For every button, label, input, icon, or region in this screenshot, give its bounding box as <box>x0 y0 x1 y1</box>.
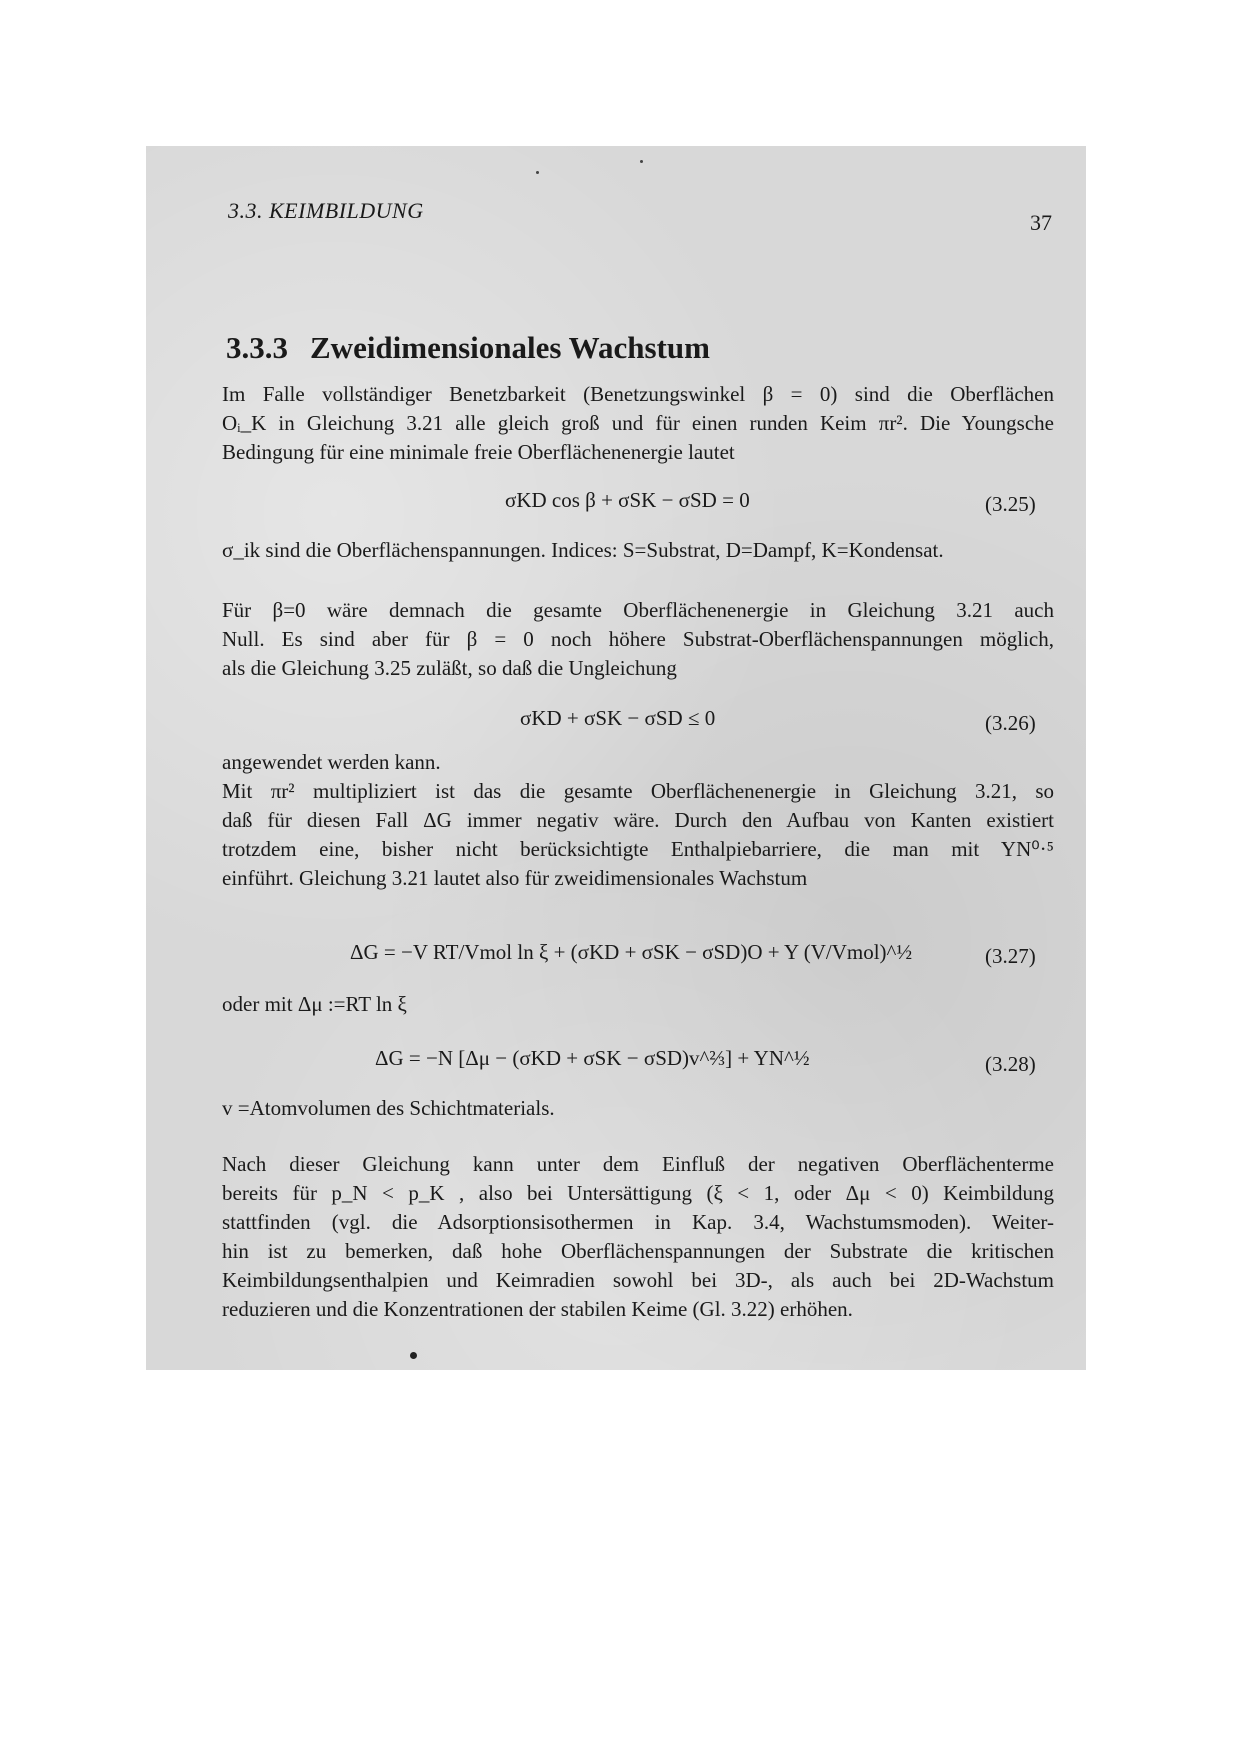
paragraph-7 <box>222 1150 1054 1324</box>
paragraph-line: Bedingung für eine minimale freie Oberflächenenergie lautet <box>222 440 735 464</box>
equation-3-27: ΔG = −V RT/Vmol ln ξ + (σKD + σSK − σSD)O + Y (V/Vmol)^½ <box>350 940 913 964</box>
paragraph-line: einführt. Gleichung 3.21 lautet also für zweidimensionales Wachstum <box>222 866 808 890</box>
equation-3-25: σKD cos β + σSK − σSD = 0 <box>505 488 750 512</box>
equation-3-28: ΔG = −N [Δμ − (σKD + σSK − σSD)v^⅔] + YN^½ <box>375 1046 810 1070</box>
equation-3-26: σKD + σSK − σSD ≤ 0 <box>520 706 716 730</box>
section-title: Zweidimensionales Wachstum <box>310 330 710 365</box>
paragraph-line: σ_ik sind die Oberflächenspannungen. Indices: S=Substrat, D=Dampf, K=Kondensat. <box>222 538 944 562</box>
paragraph-line: reduzieren und die Konzentrationen der stabilen Keime (Gl. 3.22) erhöhen. <box>222 1297 853 1321</box>
paragraph-line: hin ist zu bemerken, daß hohe Oberflächenspannungen der Substrate die kritischen <box>222 1239 1054 1263</box>
paragraph-line: daß für diesen Fall ΔG immer negativ wäre. Durch den Aufbau von Kanten existiert <box>222 808 1054 832</box>
running-head: 3.3. KEIMBILDUNG <box>228 198 424 223</box>
paragraph-6 <box>222 1094 1054 1123</box>
paragraph-line: Nach dieser Gleichung kann unter dem Einfluß der negativen Oberflächenterme <box>222 1152 1054 1176</box>
paragraph-4 <box>222 748 1054 893</box>
paragraph-line: bereits für p_N < p_K , also bei Untersättigung (ξ < 1, oder Δμ < 0) Keimbildung <box>222 1181 1054 1205</box>
scan-artifact-dot <box>410 1352 417 1359</box>
scan-artifact-speck <box>536 171 539 174</box>
equation-number-3-28: (3.28) <box>985 1052 1036 1076</box>
paragraph-5 <box>222 990 1054 1019</box>
section-number: 3.3.3 <box>226 330 288 365</box>
page-number: 37 <box>1030 210 1052 235</box>
equation-number-3-25: (3.25) <box>985 492 1036 516</box>
paragraph-line: v =Atomvolumen des Schichtmaterials. <box>222 1096 555 1120</box>
equation-number-3-26: (3.26) <box>985 711 1036 735</box>
paragraph-line: stattfinden (vgl. die Adsorptionsisothermen in Kap. 3.4, Wachstumsmoden). Weiter- <box>222 1210 1054 1234</box>
paragraph-line: angewendet werden kann. <box>222 750 441 774</box>
equation-number-3-27: (3.27) <box>985 944 1036 968</box>
section-heading <box>226 330 710 366</box>
paragraph-line: Keimbildungsenthalpien und Keimradien sowohl bei 3D-, als auch bei 2D-Wachstum <box>222 1268 1054 1292</box>
paragraph-2 <box>222 536 1054 565</box>
paragraph-line: trotzdem eine, bisher nicht berücksichtigte Enthalpiebarriere, die man mit YN⁰·⁵ <box>222 837 1054 861</box>
paragraph-line: Im Falle vollständiger Benetzbarkeit (Benetzungswinkel β = 0) sind die Oberflächen <box>222 382 1054 406</box>
scan-artifact-speck <box>640 160 643 163</box>
paragraph-1 <box>222 380 1054 467</box>
paragraph-line: Mit πr² multipliziert ist das die gesamte Oberflächenenergie in Gleichung 3.21, so <box>222 779 1054 803</box>
paragraph-line: als die Gleichung 3.25 zuläßt, so daß die Ungleichung <box>222 656 677 680</box>
paragraph-3 <box>222 596 1054 683</box>
paragraph-line: Für β=0 wäre demnach die gesamte Oberflächenenergie in Gleichung 3.21 auch <box>222 598 1054 622</box>
paragraph-line: Oᵢ_K in Gleichung 3.21 alle gleich groß und für einen runden Keim πr². Die Youngsche <box>222 411 1054 435</box>
paragraph-line: oder mit Δμ :=RT ln ξ <box>222 992 407 1016</box>
paragraph-line: Null. Es sind aber für β = 0 noch höhere Substrat-Oberflächenspannungen möglich, <box>222 627 1054 651</box>
